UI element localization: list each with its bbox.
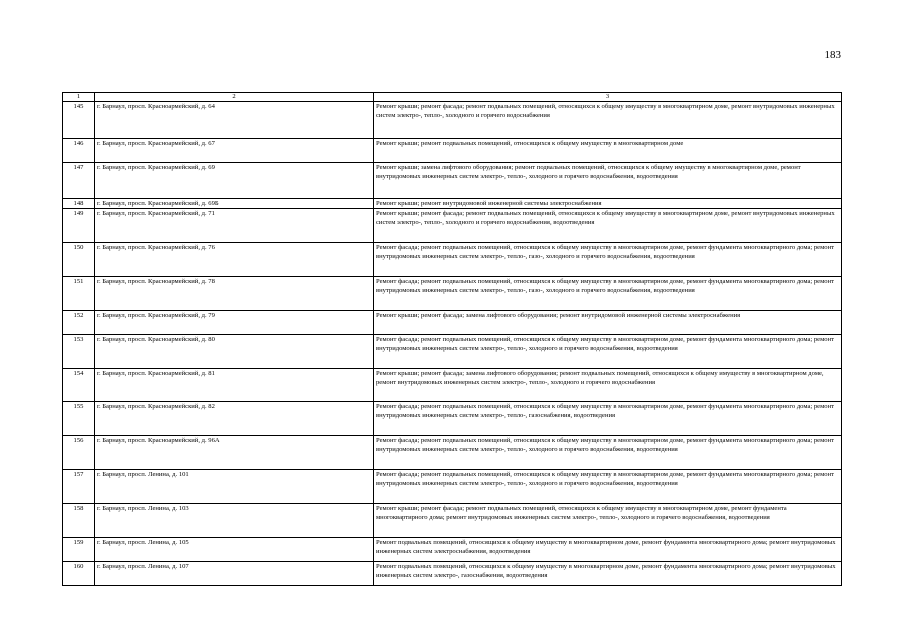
row-number: 149 [63,209,95,243]
table-body [63,102,842,586]
row-works: Ремонт крыши; замена лифтового оборудования; ремонт подвальных помещений, относящихся к общему имуществу в многоквартирном доме, ремонт внутридомовых инженерных систем электро-, тепло-, холодного и горячего водоснабжения, водоотведения [374,163,842,199]
table-row [63,470,842,504]
table-row [63,402,842,436]
row-number: 150 [63,243,95,277]
row-works: Ремонт крыши; ремонт фасада; ремонт подвальных помещений, относящихся к общему имуществу в многоквартирном доме, ремонт фундамента многоквартирного дома; ремонт внутридомовых инженерных систем электро-, тепло-, холодного и горячего водоснабжения, водоотведения [374,504,842,538]
column-header-3: 3 [374,93,842,102]
row-works: Ремонт подвальных помещений, относящихся к общему имуществу в многоквартирном доме, ремонт фундамента многоквартирного дома; ремонт внутридомовых инженерных систем электроснабжения, водоотведения [374,538,842,562]
row-address: г. Барнаул, просп. Красноармейский, д. 79 [95,311,374,335]
column-header-2: 2 [95,93,374,102]
row-works: Ремонт фасада; ремонт подвальных помещений, относящихся к общему имуществу в многоквартирном доме, ремонт фундамента многоквартирного дома; ремонт внутридомовых инженерных систем электро-, тепло-, холодного и горячего водоснабжения, водоотведения [374,470,842,504]
table-row [63,369,842,402]
row-number: 145 [63,102,95,139]
column-header-1: 1 [63,93,95,102]
table-row [63,504,842,538]
row-address: г. Барнаул, просп. Красноармейский, д. 67 [95,139,374,163]
table-row [63,277,842,311]
row-address: г. Барнаул, просп. Красноармейский, д. 69Б [95,199,374,209]
row-address: г. Барнаул, просп. Красноармейский, д. 76 [95,243,374,277]
table-row [63,139,842,163]
page-number: 183 [824,49,841,61]
row-works: Ремонт крыши; ремонт фасада; замена лифтового оборудования; ремонт подвальных помещений, относящихся к общему имуществу в многоквартирном доме, ремонт внутридомовых инженерных систем электро-, тепло-, холодного и горячего водоснабжения [374,369,842,402]
row-address: г. Барнаул, просп. Красноармейский, д. 78 [95,277,374,311]
row-works: Ремонт крыши; ремонт подвальных помещений, относящихся к общему имуществу в многоквартирном доме [374,139,842,163]
row-works: Ремонт подвальных помещений, относящихся к общему имуществу в многоквартирном доме, ремонт фундамента многоквартирного дома; ремонт внутридомовых инженерных систем электро-, газоснабжения, водоотведения [374,562,842,586]
row-works: Ремонт фасада; ремонт подвальных помещений, относящихся к общему имуществу в многоквартирном доме, ремонт фундамента многоквартирного дома; ремонт внутридомовых инженерных систем электро-, тепло-, холодного и горячего водоснабжения, водоотведения [374,335,842,369]
row-address: г. Барнаул, просп. Ленина, д. 105 [95,538,374,562]
row-number: 148 [63,199,95,209]
row-works: Ремонт крыши; ремонт фасада; ремонт подвальных помещений, относящихся к общему имуществу в многоквартирном доме, ремонт внутридомовых инженерных систем электро-, тепло-, холодного и горячего водоснабжения [374,102,842,139]
row-number: 147 [63,163,95,199]
row-works: Ремонт фасада; ремонт подвальных помещений, относящихся к общему имуществу в многоквартирном доме, ремонт фундамента многоквартирного дома; ремонт внутридомовых инженерных систем электро-, тепло-, газо-, холодного и горячего водоснабжения, водоотведения [374,243,842,277]
table-row [63,436,842,470]
row-number: 151 [63,277,95,311]
row-works: Ремонт фасада; ремонт подвальных помещений, относящихся к общему имуществу в многоквартирном доме, ремонт фундамента многоквартирного дома; ремонт внутридомовых инженерных систем электро-, тепло-, холодного и горячего водоснабжения, водоотведения [374,436,842,470]
row-address: г. Барнаул, просп. Ленина, д. 107 [95,562,374,586]
row-number: 155 [63,402,95,436]
row-number: 159 [63,538,95,562]
row-works: Ремонт крыши; ремонт фасада; ремонт подвальных помещений, относящихся к общему имуществу в многоквартирном доме, ремонт внутридомовых инженерных систем электро-, тепло-, холодного и горячего водоснабжения, водоотведения [374,209,842,243]
row-number: 158 [63,504,95,538]
row-number: 157 [63,470,95,504]
row-number: 154 [63,369,95,402]
row-works: Ремонт крыши; ремонт внутридомовой инженерной системы электроснабжения [374,199,842,209]
row-address: г. Барнаул, просп. Красноармейский, д. 81 [95,369,374,402]
row-number: 152 [63,311,95,335]
row-address: г. Барнаул, просп. Красноармейский, д. 64 [95,102,374,139]
row-works: Ремонт фасада; ремонт подвальных помещений, относящихся к общему имуществу в многоквартирном доме, ремонт фундамента многоквартирного дома; ремонт внутридомовых инженерных систем электро-, тепло-, газо-, холодного и горячего водоснабжения, водоотведения [374,277,842,311]
row-works: Ремонт крыши; ремонт фасада; замена лифтового оборудования; ремонт внутридомовой инженерной системы электроснабжения [374,311,842,335]
table-row [63,199,842,209]
row-address: г. Барнаул, просп. Красноармейский, д. 80 [95,335,374,369]
row-address: г. Барнаул, просп. Красноармейский, д. 82 [95,402,374,436]
table-row [63,209,842,243]
row-address: г. Барнаул, просп. Красноармейский, д. 96А [95,436,374,470]
table-row [63,335,842,369]
row-number: 153 [63,335,95,369]
row-address: г. Барнаул, просп. Ленина, д. 103 [95,504,374,538]
row-address: г. Барнаул, просп. Ленина, д. 101 [95,470,374,504]
row-address: г. Барнаул, просп. Красноармейский, д. 71 [95,209,374,243]
row-address: г. Барнаул, просп. Красноармейский, д. 69 [95,163,374,199]
row-works: Ремонт фасада; ремонт подвальных помещений, относящихся к общему имуществу в многоквартирном доме, ремонт фундамента многоквартирного дома; ремонт внутридомовых инженерных систем электро-, тепло-, газоснабжения, водоотведения [374,402,842,436]
table-row [63,163,842,199]
table-row [63,311,842,335]
row-number: 156 [63,436,95,470]
repair-works-table [62,92,842,586]
table-row [63,102,842,139]
row-number: 146 [63,139,95,163]
table-row [63,243,842,277]
row-number: 160 [63,562,95,586]
table-row [63,538,842,562]
table-row [63,562,842,586]
table-header-row [63,93,842,102]
